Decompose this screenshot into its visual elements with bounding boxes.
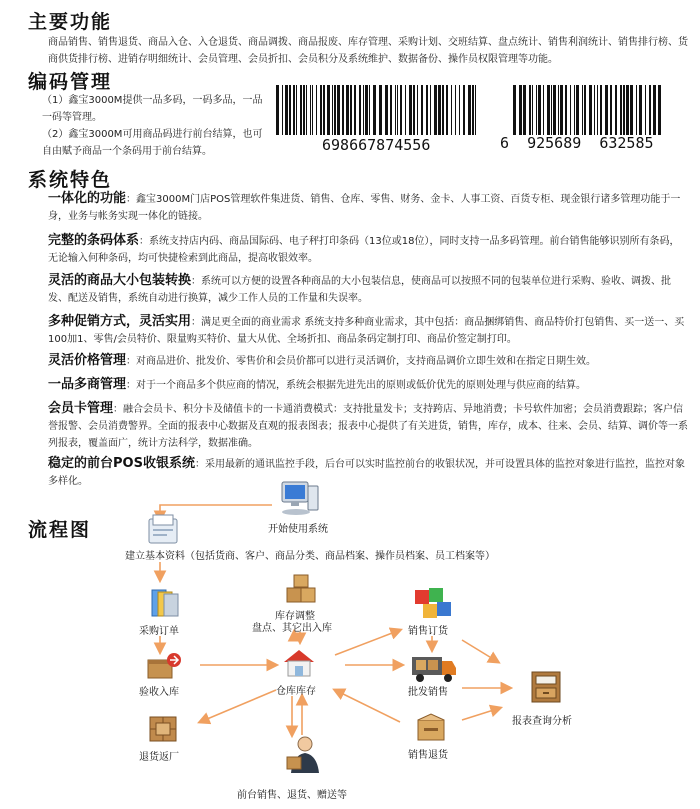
flow-node-wholesale: 批发销售 (408, 687, 448, 698)
feature-integrated: 一体化的功能：鑫宝3000M门店POS管理软件集进货、销售、仓库、零售、财务、金卡、人事工资、百货专柜、现金银行诸多管理功能于一身，业务与帐务实现一体化的链接。 (48, 191, 681, 222)
flow-node-setup: 建立基本资料（包括货商、客户、商品分类、商品档案、操作员档案、员工档案等） (125, 551, 495, 562)
document-setup-icon (145, 513, 181, 547)
section-title-barcode-mgmt: 编码管理 (28, 71, 113, 93)
computer-icon (278, 480, 320, 518)
sales-return-box-icon (414, 712, 452, 744)
flow-node-report: 报表查询分析 (512, 716, 572, 727)
sales-order-boxes-icon (413, 586, 453, 620)
return-box-icon (146, 713, 180, 745)
feature-pos-system: 稳定的前台POS收银系统：采用最新的通讯监控手段，后台可以实时监控前台的收银状况，并可设置具体的监控对象进行监控，监控对象多样化。 (48, 456, 685, 487)
flow-node-purchase: 采购订单 (139, 626, 179, 637)
main-features-text: 商品销售、销售退货、商品入仓、入仓退货、商品调拨、商品报废、库存管理、采购计划、交班结算、盘点统计、销售利润统计、销售排行榜、货商供货排行榜、进销存明细统计、会员管理、会员折扣、会员积分及系统维护、数据备份、操作员权限管理等功能。 (48, 37, 688, 65)
feature-membership-card: 会员卡管理：融合会员卡、积分卡及储值卡的一卡通消费模式：支持批量发卡；支持跨店、异地消费；卡号软件加密；会员消费跟踪；客户信誉报警、会员消费警界。全面的报表中心数据及直观的报表图表；报表中心提供了有关进货，销售，库存，成本、往来、会员、结算、调价等一系列报表，覆盖面广，统计方法科学，数据准确。 (48, 401, 688, 449)
flow-node-start: 开始使用系统 (268, 524, 328, 535)
barcode-mgmt-item-1: （1）鑫宝3000M提供一品多码，一码多品，一品一码等管理。 (42, 95, 263, 123)
folders-icon (148, 586, 182, 620)
flow-node-receive: 验收入库 (139, 687, 179, 698)
flow-node-sales-return: 销售退货 (408, 750, 448, 761)
flow-node-stock-adjust: 库存调整 (275, 611, 315, 622)
feature-price-management: 灵活价格管理：对商品进价、批发价、零售价和会员价都可以进行灵活调价，支持商品调价立即生效和在指定日期生效。 (48, 353, 597, 368)
front-sales-person-icon (285, 735, 323, 775)
feature-barcode-system: 完整的条码体系：系统支持店内码、商品国际码、电子秤打印条码（13位或18位），同时支持一品多码管理。前台销售能够识别所有条码，无论输入何种条码，均可快捷检索到此商品，提高收银效率。 (48, 233, 680, 264)
section-title-flow: 流程图 (28, 519, 92, 541)
flow-node-sales-order: 销售订货 (408, 626, 448, 637)
flow-node-return-vendor: 退货返厂 (139, 752, 179, 763)
barcode-number-2: 6 925689 632585 (500, 134, 654, 152)
feature-multi-vendor: 一品多商管理：对于一个商品多个供应商的情况，系统会根据先进先出的原则或低价优先的原则处理与供应商的结算。 (48, 377, 587, 392)
section-title-main-features: 主要功能 (28, 11, 113, 33)
flow-node-front-sales: 前台销售、退货、赠送等 (237, 790, 347, 801)
receive-box-icon (146, 652, 184, 680)
section-title-system-features: 系统特色 (28, 169, 113, 191)
flow-node-stock-count: 盘点、其它出入库 (252, 623, 332, 634)
feature-promotions: 多种促销方式，灵活实用：满足更全面的商业需求 系统支持多种商业需求，其中包括：商品捆绑销售、商品特价打包销售、买一送一、买100加1、零售/会员特价、限量购买特价、量大从优、全场折扣、商品条码定制打印、商品价签定制打印。 (48, 314, 685, 345)
report-cabinet-icon (528, 666, 568, 706)
barcode-number-1: 698667874556 (322, 136, 431, 154)
flow-node-warehouse: 仓库库存 (276, 686, 316, 697)
warehouse-icon (282, 648, 316, 678)
stock-boxes-icon (285, 573, 317, 605)
barcode-mgmt-item-2: （2）鑫宝3000M可用商品码进行前台结算，也可自由赋予商品一个条码用于前台结算。 (42, 129, 263, 157)
wholesale-truck-icon (410, 653, 458, 683)
feature-package-conversion: 灵活的商品大小包装转换：系统可以方便的设置各种商品的大小包装信息，使商品可以按照不同的包装单位进行采购、验收、调拨、批发、配送及销售，系统自动进行换算，减少工作人员的工作量和失误率。 (48, 273, 672, 304)
